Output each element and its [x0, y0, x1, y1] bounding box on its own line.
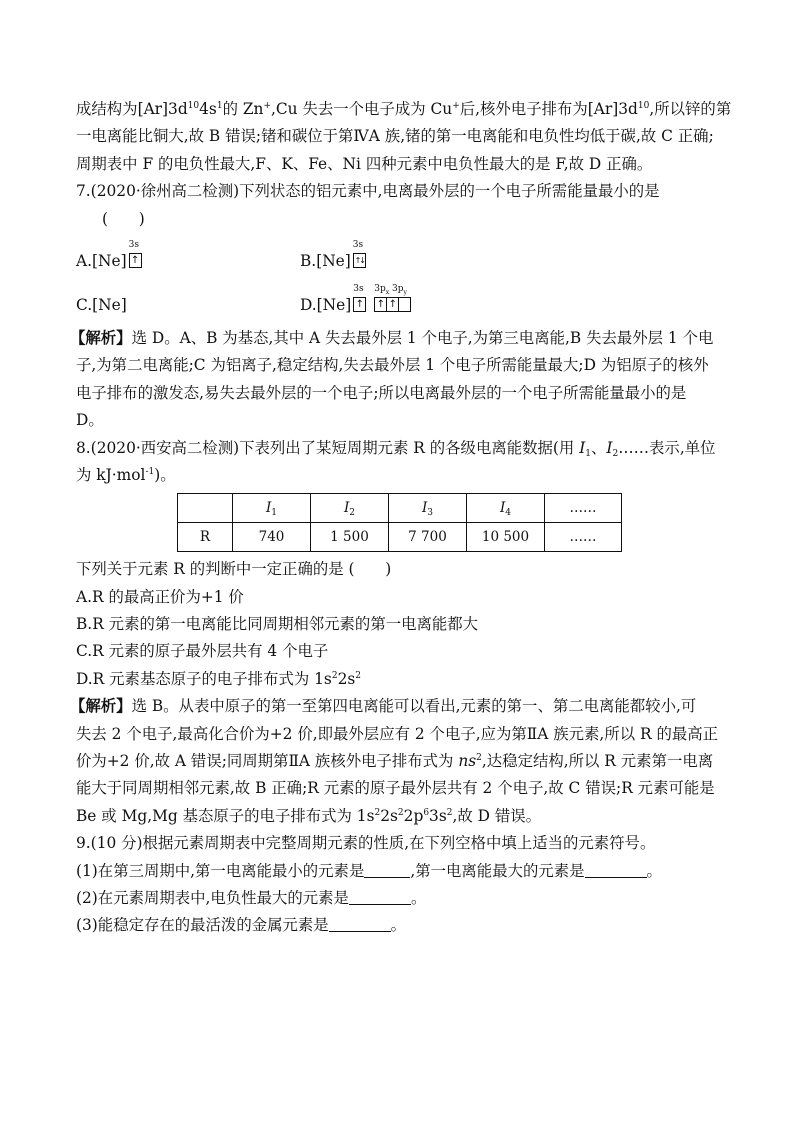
table-cell: 7 700	[389, 523, 467, 552]
q8-stem-line-2: 为 kJ·mol$^{-1}$)。	[76, 465, 176, 484]
orbital-box: ↑↓	[353, 253, 366, 268]
ionization-energy-table	[177, 493, 622, 552]
q6-explanation-line-3: 周期表中 F 的电负性最大,F、K、Fe、Ni 四种元素中电负性最大的是 F,故 D 正确。	[76, 154, 653, 173]
table-cell: 1 500	[311, 523, 389, 552]
table-header-cell: $I_2$	[311, 494, 389, 523]
q8-option-a: A.R 的最高正价为+1 价	[76, 587, 244, 606]
orbital-box-empty	[398, 297, 411, 312]
table-row	[178, 523, 622, 552]
orbital-box: ↑	[353, 297, 366, 312]
q8-question: 下列关于元素 R 的判断中一定正确的是 ( )	[76, 560, 392, 579]
orbital-box: ↑	[374, 297, 387, 312]
orbital-diagram-3s: 3s ↑	[353, 297, 365, 312]
table-header-cell: $I_4$	[467, 494, 545, 523]
q8-stem-line-1: 8.(2020·西安高二检测)下表列出了某短周期元素 R 的各级电离能数据(用 $I_1$、$I_2\dots\dots$表示,单位	[76, 438, 716, 459]
q7-explanation-line-1: 【解析】选 D。A、B 为基态,其中 A 失去最外层 1 个电子,为第三电离能,B 失去最外层 1 个电	[70, 328, 714, 347]
table-header-row	[178, 494, 622, 523]
q7-explanation-line-4: D。	[76, 411, 104, 430]
q7-explanation-line-3: 电子排布的激发态,易失去最外层的一个电子;所以电离最外层的一个电子所需能量最小的是	[76, 383, 687, 402]
q9-part-2: (2)在元素周期表中,电负性最大的元素是 。	[76, 885, 716, 912]
orbital-box: ↑	[386, 297, 399, 312]
table-header-cell: ……	[545, 494, 622, 523]
page-content	[70, 96, 732, 940]
orbital-diagram: 3s ↑↓	[353, 253, 365, 268]
q6-explanation-line-2: 一电离能比铜大,故 B 错误;锗和碳位于第ⅣA 族,锗的第一电离能和电负性均低于碳,故 C 正确;	[76, 127, 714, 146]
q8-explanation-line-4: 能大于同周期相邻元素,故 B 正确;R 元素的原子最外层共有 2 个电子,故 C 错误;R 元素可能是	[76, 779, 715, 798]
q8-explanation-line-1: 【解析】选 B。从表中原子的第一至第四电离能可以看出,元素的第一、第二电离能都较小,可	[70, 697, 697, 716]
answer-blank[interactable]	[585, 859, 647, 878]
q6-explanation-line-1: 成结构为$[Ar]3d^{10}4s^1$的 Zn+,Cu 失去一个电子成为 Cu+后,核外电子排布为$[Ar]3d^{10}$,所以锌的第	[76, 100, 732, 118]
q7-explanation-line-2: 子,为第二电离能;C 为铝离子,稳定结构,失去最外层 1 个电子所需能量最大;D 为铝原子的核外	[76, 356, 709, 375]
q9-part-1: (1)在第三周期中,第一电离能最小的元素是 ,第一电离能最大的元素是 。	[76, 858, 716, 885]
table-cell: ……	[545, 523, 622, 552]
q7-stem: 7.(2020·徐州高二检测)下列状态的铝元素中,电离最外层的一个电子所需能量最小的是	[76, 182, 660, 201]
orbital-diagram-3p: $3p_x$ $3p_y$ ↑ ↑	[374, 297, 410, 312]
table-corner-cell	[178, 494, 233, 523]
q7-answer-paren: ( )	[102, 209, 145, 228]
q8-option-d: D.R 元素基态原子的电子排布式为 $1s^22s^2$	[76, 669, 361, 688]
q8-explanation-line-5: Be 或 Mg,Mg 基态原子的电子排布式为 $1s^22s^22p^63s^2$,故 D 错误。	[76, 806, 542, 825]
answer-blank[interactable]	[349, 886, 411, 905]
q7-option-a: A.[Ne] 3s ↑	[76, 237, 141, 285]
q8-option-b: B.R 元素的第一电离能比同周期相邻元素的第一电离能都大	[76, 615, 479, 634]
table-cell: 740	[233, 523, 311, 552]
q8-option-c: C.R 元素的原子最外层共有 4 个电子	[76, 642, 329, 661]
q9-stem: 9.(10 分)根据元素周期表中完整周期元素的性质,在下列空格中填上适当的元素符号。	[76, 834, 656, 853]
q7-option-d: D.[Ne] 3s ↑ $3p_x$ $3p_y$ ↑ ↑	[300, 283, 410, 327]
orbital-box: ↑	[129, 253, 142, 268]
table-cell: 10 500	[467, 523, 545, 552]
table-row-label: R	[178, 523, 233, 552]
q8-explanation-line-2: 失去 2 个电子,最高化合价为+2 价,即最外层应有 2 个电子,应为第ⅡA 族元素,所以 R 的最高正	[76, 724, 719, 743]
q7-options-row-2	[76, 281, 716, 325]
table-header-cell: $I_3$	[389, 494, 467, 523]
q8-explanation-line-3: 价为+2 价,故 A 错误;同周期第ⅡA 族核外电子排布式为 $ns^2$,达稳定结构,所以 R 元素第一电离	[76, 752, 714, 771]
answer-blank[interactable]	[364, 859, 410, 878]
orbital-diagram: 3s ↑	[129, 253, 141, 268]
table-header-cell: $I_1$	[233, 494, 311, 523]
explanation-tag: 【解析】	[70, 328, 132, 347]
explanation-tag: 【解析】	[70, 697, 132, 716]
answer-blank[interactable]	[329, 913, 391, 932]
q9-part-3: (3)能稳定存在的最活泼的金属元素是 。	[76, 912, 716, 939]
q7-options-row-1	[76, 233, 716, 281]
q7-option-c: C.[Ne]	[76, 295, 127, 314]
q7-option-b: B.[Ne] 3s ↑↓	[300, 239, 364, 270]
